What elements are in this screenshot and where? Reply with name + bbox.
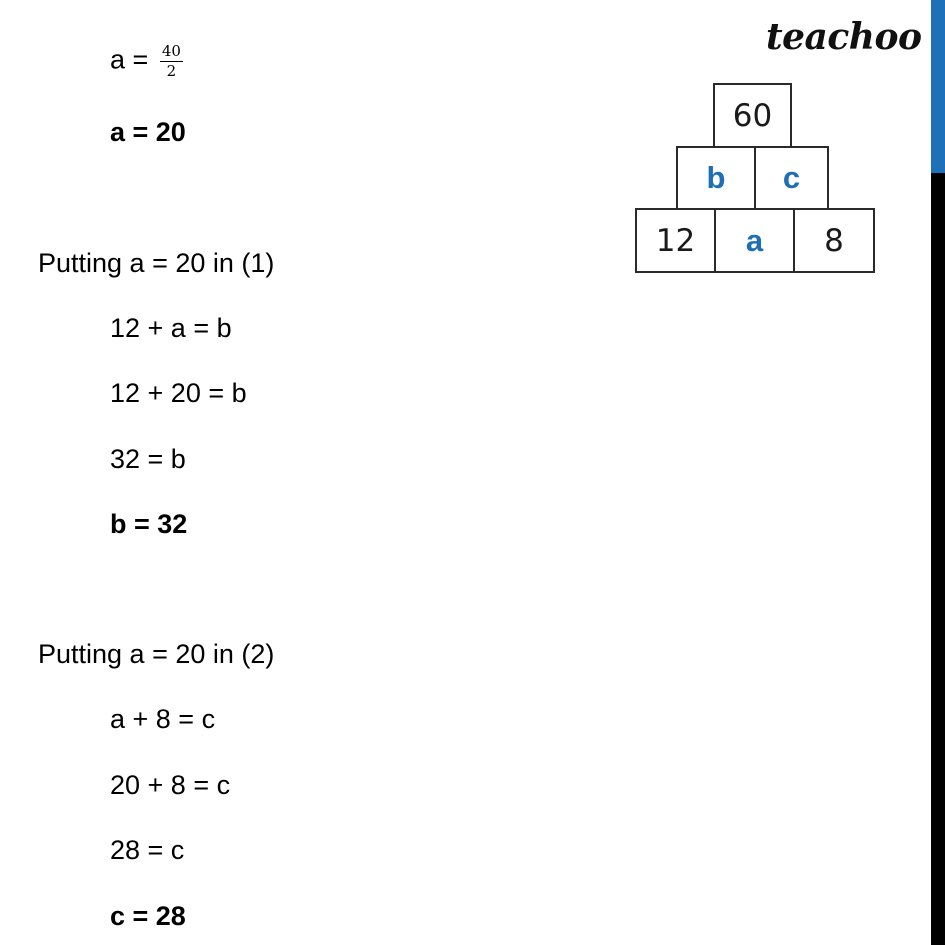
fraction-denominator: 2 [166,62,177,80]
sidebar-accent-bar [931,0,945,173]
step-b-eq3: 32 = b [110,444,186,474]
fraction [160,43,183,80]
teachoo-logo: teachoo [766,16,922,58]
a-fraction-prefix: a = [110,44,149,75]
pyramid-bottom-left-cell: 12 [635,208,716,273]
pyramid-middle-left-cell: b [676,146,756,210]
fraction-numerator: 40 [161,42,181,60]
step-c-result: c = 28 [110,901,186,931]
step-a-fraction [110,43,183,80]
pyramid-middle-right-cell: c [754,146,829,210]
step-c-eq1: a + 8 = c [110,704,216,734]
pyramid-bottom-middle-cell: a [714,208,795,273]
pyramid-top-cell: 60 [713,83,792,148]
step-a-result: a = 20 [110,117,186,147]
step-c-heading: Putting a = 20 in (2) [38,639,275,669]
step-b-eq1: 12 + a = b [110,313,232,343]
step-c-eq2: 20 + 8 = c [110,770,231,800]
pyramid-bottom-right-cell: 8 [793,208,875,273]
step-b-eq2: 12 + 20 = b [110,378,247,408]
step-b-heading: Putting a = 20 in (1) [38,248,275,278]
step-c-eq3: 28 = c [110,835,185,865]
step-b-result: b = 32 [110,509,188,539]
